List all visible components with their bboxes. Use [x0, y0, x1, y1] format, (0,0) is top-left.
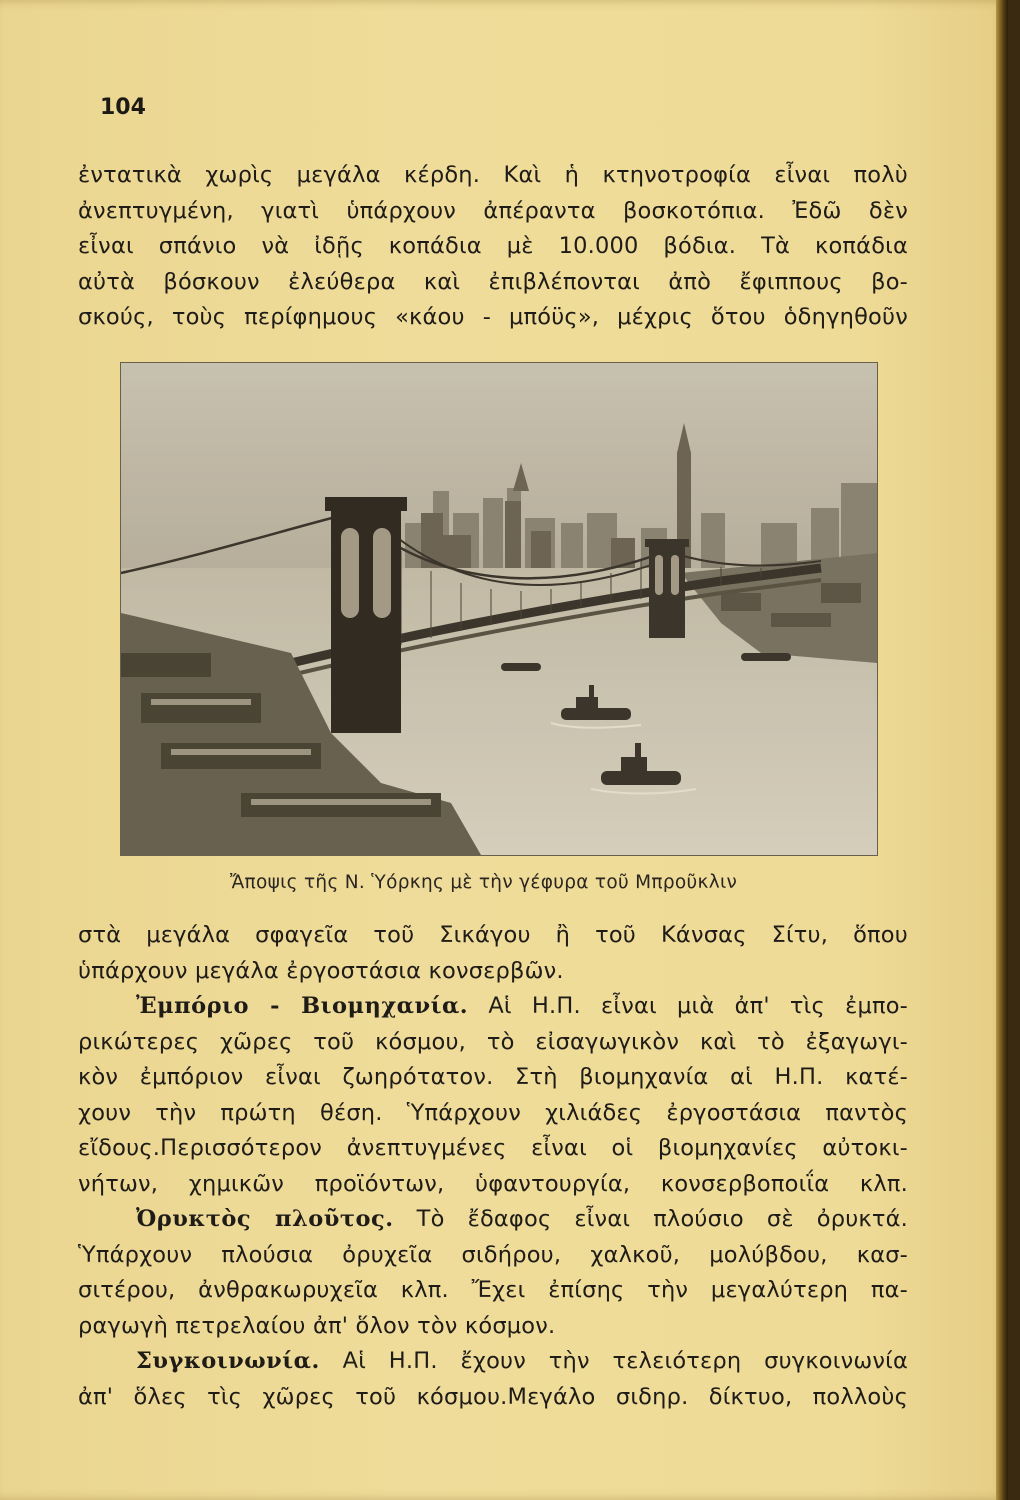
text-fragment: Αἱ Η.Π. ἔχουν τὴν τελειότερη συγκοινωνία	[342, 1348, 908, 1374]
page-edge	[996, 0, 1008, 1500]
photo-caption: Ἄποψις τῆς Ν. Ὑόρκης μὲ τὴν γέφυρα τοῦ Μπροῦκλιν	[230, 872, 738, 893]
text-fragment: Τὸ ἔδαφος εἶναι πλούσιο σὲ ὀρυκτά.	[416, 1206, 909, 1232]
text-line: ὑπάρχουν μεγάλα ἐργοστάσια κονσερβῶν.	[78, 957, 564, 984]
text-line: νήτων, χημικῶν προϊόντων, ὑφαντουργία, κονσερβοποιΐα κλπ.	[78, 1170, 908, 1197]
text-line: ἀνεπτυγμένη, γιατὶ ὑπάρχουν ἀπέραντα βοσκοτόπια. Ἐδῶ δὲν	[78, 197, 908, 224]
section-commerce-first-line	[78, 989, 908, 1025]
section-minerals-first-line	[78, 1202, 908, 1238]
text-line: εἶναι σπάνιο νὰ ἰδῇς κοπάδια μὲ 10.000 βόδια. Τὰ κοπάδια	[78, 233, 908, 259]
text-line: κὸν ἐμπόριον εἶναι ζωηρότατον. Στὴ βιομηχανία αἱ Η.Π. κατέ-	[78, 1064, 908, 1090]
section-heading-transport: Συγκοινωνία.	[136, 1348, 320, 1374]
text-fragment: Αἱ Η.Π. εἶναι μιὰ ἀπ' τὶς ἐμπο-	[488, 993, 908, 1019]
text-line: σιτέρου, ἀνθρακωρυχεῖα κλπ. Ἔχει ἐπίσης τὴν μεγαλύτερη πα-	[78, 1277, 908, 1303]
text-line: ἀπ' ὅλες τὶς χῶρες τοῦ κόσμου.Μεγάλο σιδηρ. δίκτυο, πολλοὺς	[78, 1383, 908, 1410]
page-number: 104	[100, 95, 146, 120]
brooklyn-bridge-photo	[120, 362, 878, 856]
text-line: ρικώτερες χῶρες τοῦ κόσμου, τὸ εἰσαγωγικὸν καὶ τὸ ἐξαγωγι-	[78, 1028, 908, 1055]
text-line: στὰ μεγάλα σφαγεῖα τοῦ Σικάγου ἢ τοῦ Κάνσας Σίτυ, ὅπου	[78, 922, 908, 948]
section-heading-minerals: Ὀρυκτὸς πλοῦτος.	[136, 1206, 394, 1232]
text-line: χουν τὴν πρώτη θέση. Ὑπάρχουν χιλιάδες ἐργοστάσια παντὸς	[78, 1099, 908, 1126]
text-line: εἴδους.Περισσότερον ἀνεπτυγμένες εἶναι οἱ βιομηχανίες αὐτοκι-	[78, 1135, 908, 1161]
section-transport-first-line	[78, 1344, 908, 1380]
text-line: ἐντατικὰ χωρὶς μεγάλα κέρδη. Καὶ ἡ κτηνοτροφία εἶναι πολὺ	[78, 162, 908, 188]
section-heading-commerce: Ἐμπόριο - Βιομηχανία.	[136, 993, 469, 1019]
text-line: αὐτὰ βόσκουν ἐλεύθερα καὶ ἐπιβλέπονται ἀπὸ ἔφιππους βο-	[78, 268, 908, 295]
top-paragraph	[78, 158, 908, 336]
text-line: ραγωγὴ πετρελαίου ἀπ' ὅλον τὸν κόσμον.	[78, 1312, 556, 1339]
photo-illustration	[121, 363, 877, 855]
text-line: σκούς, τοὺς περίφημους «κάου - μπόϋς», μέχρις ὅτου ὁδηγηθοῦν	[78, 304, 908, 330]
text-line: Ὑπάρχουν πλούσια ὀρυχεῖα σιδήρου, χαλκοῦ, μολύβδου, κασ-	[78, 1241, 908, 1268]
after-figure-paragraph	[78, 918, 908, 1415]
